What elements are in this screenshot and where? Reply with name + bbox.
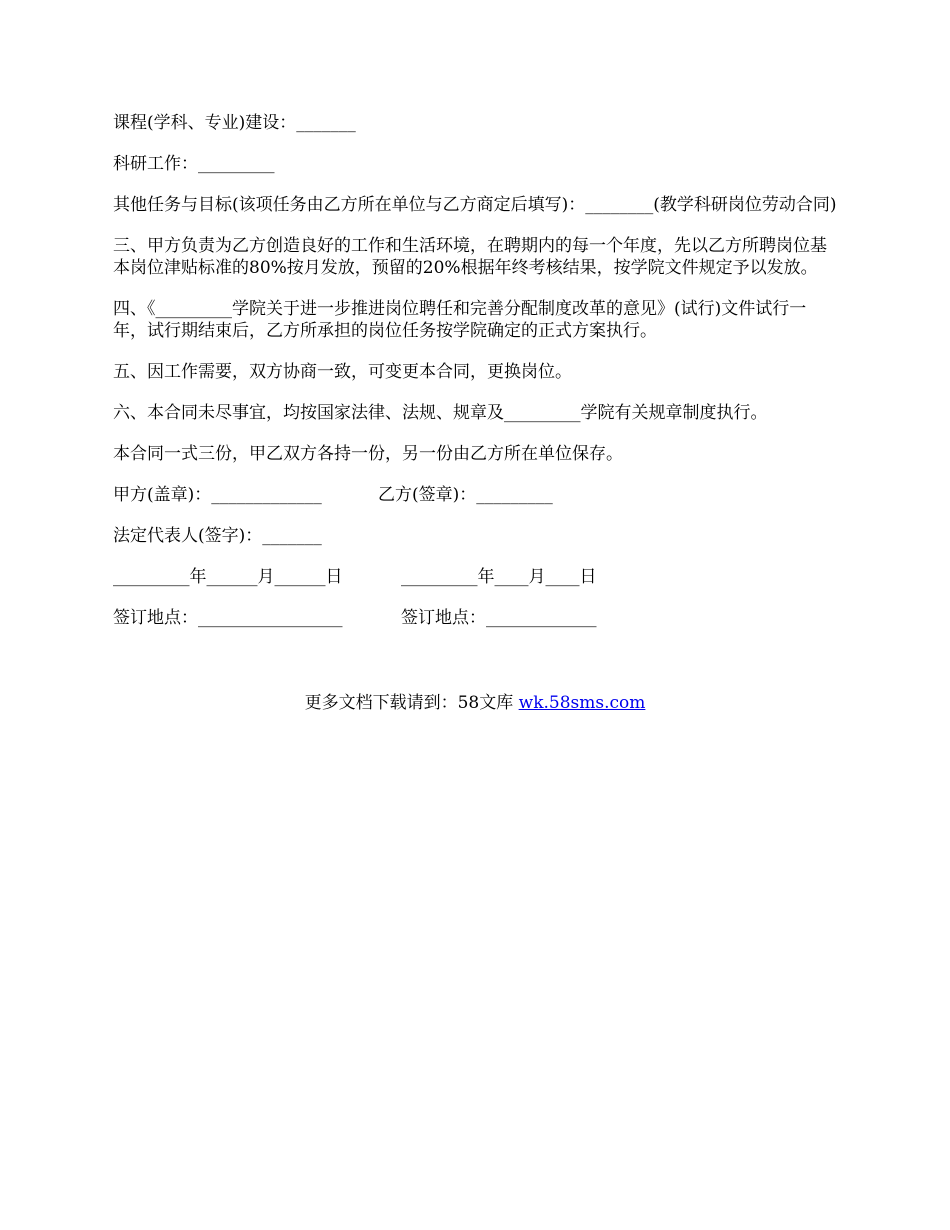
signature-row-places (113, 607, 838, 629)
document-body (113, 112, 838, 648)
paragraph-clause-three: 三、甲方负责为乙方创造良好的工作和生活环境，在聘期内的每一个年度，先以乙方所聘岗位基本岗位津贴标准的80%按月发放，预留的20%根据年终考核结果，按学院文件规定予以发放。 (113, 236, 827, 278)
paragraph-clause-four: 四、《_________学院关于进一步推进岗位聘任和完善分配制度改革的意见》(试行)文件试行一年，试行期结束后，乙方所承担的岗位任务按学院确定的正式方案执行。 (113, 299, 807, 341)
paragraph-copies: 本合同一式三份，甲乙双方各持一份，另一份由乙方所在单位保存。 (113, 444, 623, 464)
legal-representative: 法定代表人(签字)：_______ (113, 526, 322, 546)
place-party-b: 签订地点：_____________ (401, 608, 597, 628)
paragraph-research-work: 科研工作：_________ (113, 154, 275, 174)
footer-text: 更多文档下载请到：58文库 (304, 693, 514, 713)
footer-link[interactable]: wk.58sms.com (518, 693, 646, 713)
signature-row-dates (113, 566, 838, 588)
paragraph-clause-five: 五、因工作需要，双方协商一致，可变更本合同，更换岗位。 (113, 362, 572, 382)
date-party-b: _________年____月____日 (401, 567, 597, 587)
footer-download-note (0, 692, 950, 714)
place-party-a: 签订地点：_________________ (113, 608, 343, 628)
party-b-seal: 乙方(签章)：_________ (378, 485, 553, 505)
signature-row-seals (113, 484, 838, 506)
paragraph-other-tasks: 其他任务与目标(该项任务由乙方所在单位与乙方商定后填写)：________(教学科研岗位劳动合同) (113, 195, 837, 215)
paragraph-course-construction: 课程(学科、专业)建设：_______ (113, 113, 356, 133)
date-party-a: _________年______月______日 (113, 567, 343, 587)
party-a-seal: 甲方(盖章)：_____________ (113, 485, 322, 505)
paragraph-clause-six: 六、本合同未尽事宜，均按国家法律、法规、规章及_________学院有关规章制度执行。 (113, 403, 768, 423)
